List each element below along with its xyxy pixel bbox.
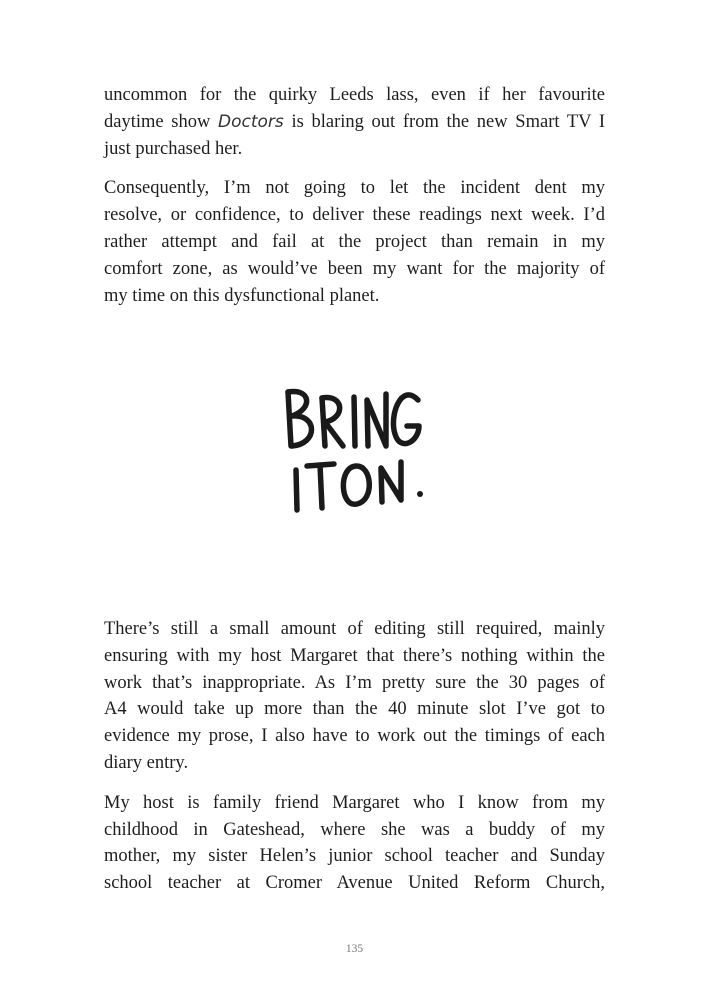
line: school teacher at Cromer Avenue United Reform Church, <box>104 873 605 894</box>
line: my time on this dysfunctional planet. <box>104 285 380 306</box>
line: uncommon for the quirky Leeds lass, even if her favourite <box>104 85 605 105</box>
line: There’s still a small amount of editing still required, mainly <box>104 619 605 639</box>
line: comfort zone, as would’ve been my want for the majority of <box>104 258 605 279</box>
show-title-italic: Doctors <box>218 111 284 132</box>
paragraph-3 <box>104 616 605 777</box>
line: rather attempt and fail at the project than remain in my <box>104 231 605 252</box>
paragraph-2 <box>104 175 605 309</box>
line: mother, my sister Helen’s junior school teacher and Sunday <box>104 846 605 867</box>
line: A4 would take up more than the 40 minute slot I’ve got to <box>104 699 605 720</box>
line: diary entry. <box>104 752 189 773</box>
line: Consequently, I’m not going to let the incident dent my <box>104 178 605 199</box>
line: evidence my prose, I also have to work out the timings of each <box>104 726 605 747</box>
line: just purchased her. <box>104 138 243 159</box>
line: resolve, or confidence, to deliver these readings next week. I’d <box>104 205 605 226</box>
line: My host is family friend Margaret who I know from my <box>104 792 605 813</box>
text-run: daytime show <box>104 111 219 132</box>
line: childhood in Gateshead, where she was a buddy of my <box>104 819 605 840</box>
page-number: 135 <box>345 943 364 955</box>
bring-it-on-illustration <box>270 370 440 520</box>
text-run: is blaring out from the new Smart TV I <box>283 111 605 132</box>
text-block-top <box>104 82 605 309</box>
line <box>104 109 605 136</box>
paragraph-1 <box>104 82 605 162</box>
line: work that’s inappropriate. As I’m pretty sure the 30 pages of <box>104 672 605 693</box>
text-block-bottom <box>104 616 605 897</box>
paragraph-4 <box>104 790 605 897</box>
line: ensuring with my host Margaret that there’s nothing within the <box>104 645 605 666</box>
